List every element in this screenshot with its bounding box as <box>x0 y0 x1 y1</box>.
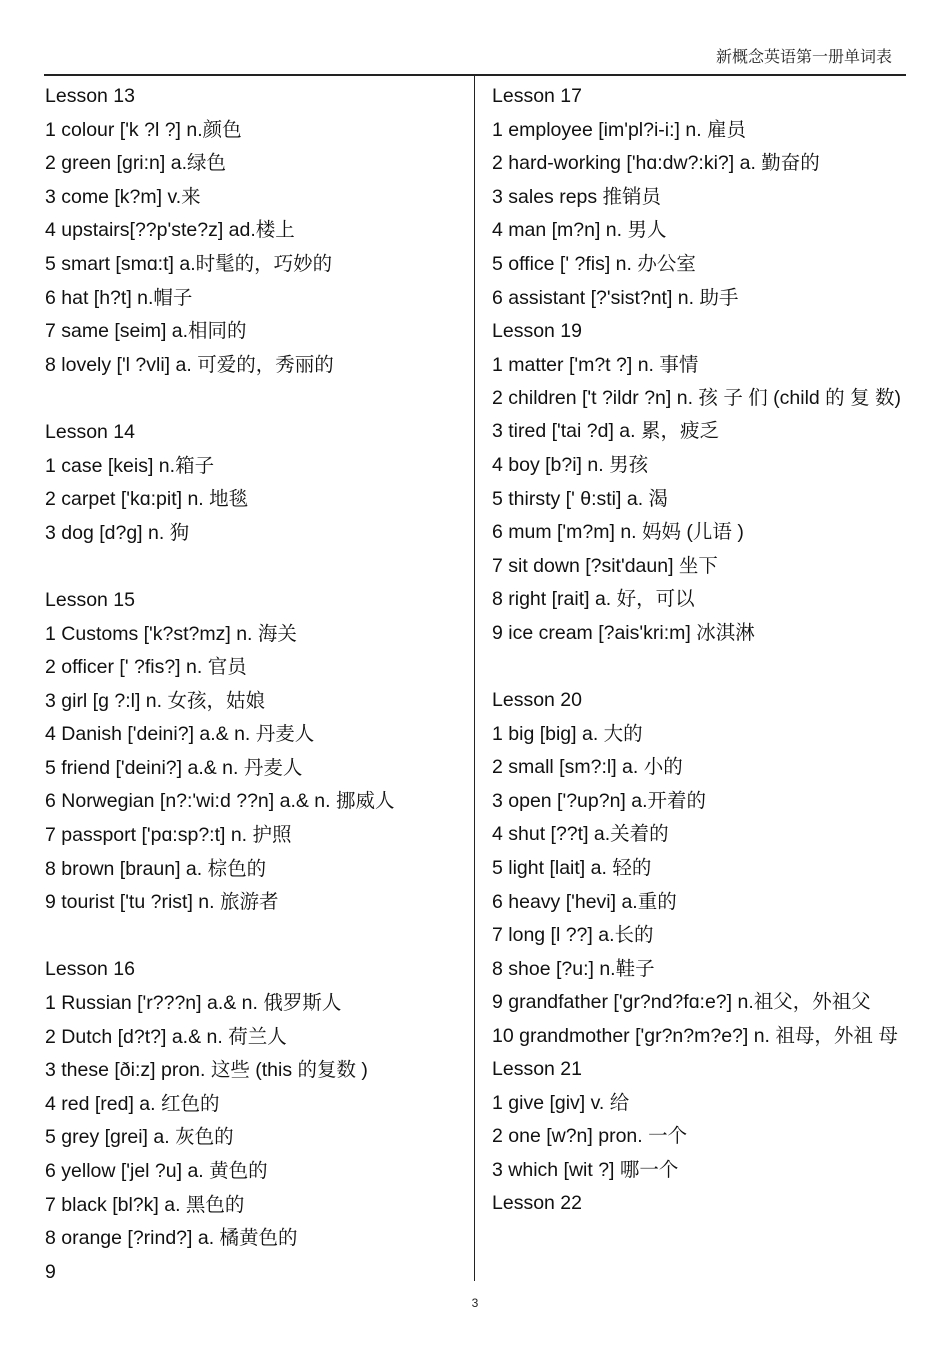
vocab-entry: 4 upstairs[??p'ste?z] ad.楼上 <box>45 219 295 242</box>
vocab-entry: 1 case [keis] n.箱子 <box>45 454 215 477</box>
vocab-entry: 4 shut [??t] a.关着的 <box>492 823 669 846</box>
vocab-entry: 7 long [l ??] a.长的 <box>492 924 654 947</box>
document-header-title: 新概念英语第一册单词表 <box>715 47 892 66</box>
vocab-entry: 7 passport ['pɑ:sp?:t] n. 护照 <box>45 824 292 847</box>
vocab-entry: 6 Norwegian [n?:'wi:d ??n] a.& n. 挪威人 <box>45 790 395 813</box>
vocab-entry: 4 man [m?n] n. 男人 <box>492 219 667 242</box>
column-divider <box>474 76 475 1281</box>
vocab-entry: 3 sales reps 推销员 <box>492 185 662 208</box>
vocab-entry: 1 Customs ['k?st?mz] n. 海关 <box>45 622 297 645</box>
vocab-entry: 7 same [seim] a.相同的 <box>45 320 247 343</box>
vocab-entry: 2 Dutch [d?t?] a.& n. 荷兰人 <box>45 1025 287 1048</box>
vocab-entry: 3 girl [g ?:l] n. 女孩，姑娘 <box>45 689 265 712</box>
vocab-entry: 1 matter ['m?t ?] n. 事情 <box>492 353 699 376</box>
vocab-entry: 6 assistant [?'sist?nt] n. 助手 <box>492 286 739 309</box>
vocab-entry: 2 one [w?n] pron. 一个 <box>492 1125 688 1148</box>
vocab-entry: 1 Russian ['r???n] a.& n. 俄罗斯人 <box>45 992 342 1015</box>
lesson-heading: Lesson 15 <box>45 588 135 611</box>
vocab-entry: 9 <box>45 1260 56 1283</box>
vocab-entry: 5 friend ['deini?] a.& n. 丹麦人 <box>45 756 303 779</box>
vocab-entry: 6 yellow ['jel ?u] a. 黄色的 <box>45 1160 268 1182</box>
spacer <box>45 920 465 954</box>
vocab-entry: 3 come [k?m] v.来 <box>45 185 201 208</box>
lesson-heading: Lesson 13 <box>45 85 135 107</box>
vocab-entry: 8 right [rait] a. 好，可以 <box>492 588 695 611</box>
vocab-entry: 10 grandmother ['gr?n?m?e?] n. 祖母，外祖 母 <box>492 1025 898 1048</box>
header-rule <box>44 74 906 76</box>
vocab-entry: 9 ice cream [?ais'kri:m] 冰淇淋 <box>492 621 755 644</box>
vocab-entry: 2 officer [' ?fis?] n. 官员 <box>45 656 247 679</box>
vocab-entry: 8 brown [braun] a. 棕色的 <box>45 857 267 880</box>
vocab-entry: 7 black [bl?k] a. 黑色的 <box>45 1193 245 1216</box>
spacer <box>45 550 465 584</box>
vocab-entry: 6 heavy ['hevi] a.重的 <box>492 890 677 913</box>
spacer <box>492 651 906 685</box>
vocab-entry: 2 small [sm?:l] a. 小的 <box>492 756 683 779</box>
vocab-entry: 4 boy [b?i] n. 男孩 <box>492 453 649 476</box>
lesson-heading: Lesson 20 <box>492 689 582 712</box>
vocab-entry: 2 children ['t ?ildr ?n] n. 孩 子 们 (child 的 复 数) <box>492 387 902 410</box>
vocab-entry: 3 dog [d?g] n. 狗 <box>45 521 190 544</box>
spacer <box>45 382 465 416</box>
lesson-heading: Lesson 14 <box>45 420 135 443</box>
vocab-entry: 3 tired ['tai ?d] a. 累，疲乏 <box>492 420 719 443</box>
vocab-entry: 1 big [big] a. 大的 <box>492 722 643 745</box>
vocab-entry: 4 Danish ['deini?] a.& n. 丹麦人 <box>45 723 315 746</box>
page-number: 3 <box>471 1296 479 1310</box>
vocab-entry: 1 give [giv] v. 给 <box>492 1091 630 1114</box>
vocab-entry: 8 shoe [?u:] n.鞋子 <box>492 957 655 980</box>
vocab-entry: 3 which [wit ?] 哪一个 <box>492 1158 679 1181</box>
vocab-entry: 7 sit down [?sit'daun] 坐下 <box>492 554 718 577</box>
vocab-entry: 6 mum ['m?m] n. 妈妈 (儿语 ) <box>492 521 744 544</box>
vocab-entry: 6 hat [h?t] n.帽子 <box>45 286 193 309</box>
vocab-entry: 4 red [red] a. 红色的 <box>45 1092 220 1115</box>
vocab-entry: 5 light [lait] a. 轻的 <box>492 857 652 880</box>
vocab-entry: 1 employee [im'pl?i-i:] n. 雇员 <box>492 118 747 141</box>
vocab-entry: 5 thirsty [' θ:sti] a. 渴 <box>492 487 669 510</box>
right-column <box>492 80 906 1221</box>
vocab-entry: 3 open ['?up?n] a.开着的 <box>492 789 707 812</box>
vocab-entry: 5 office [' ?fis] n. 办公室 <box>492 252 696 275</box>
vocab-entry: 2 hard-working ['hɑ:dw?:ki?] a. 勤奋的 <box>492 152 820 175</box>
left-column <box>45 80 465 1289</box>
lesson-heading: Lesson 21 <box>492 1058 582 1081</box>
lesson-heading: Lesson 19 <box>492 320 582 343</box>
lesson-heading: Lesson 22 <box>492 1192 582 1215</box>
vocab-entry: 9 tourist ['tu ?rist] n. 旅游者 <box>45 891 279 914</box>
vocab-entry: 8 lovely ['l ?vli] a. 可爱的，秀丽的 <box>45 353 334 376</box>
lesson-heading: Lesson 16 <box>45 958 135 981</box>
vocab-entry: 1 colour ['k ?l ?] n.颜色 <box>45 118 242 141</box>
vocab-entry: 5 grey [grei] a. 灰色的 <box>45 1126 234 1149</box>
vocab-entry: 8 orange [?rind?] a. 橘黄色的 <box>45 1227 298 1250</box>
vocab-entry: 5 smart [smɑ:t] a.时髦的，巧妙的 <box>45 252 333 275</box>
vocab-entry: 3 these [ði:z] pron. 这些 (this 的复数 ) <box>45 1059 368 1082</box>
vocab-entry: 9 grandfather ['gr?nd?fɑ:e?] n.祖父，外祖父 <box>492 991 871 1014</box>
vocab-entry: 2 carpet ['kɑ:pit] n. 地毯 <box>45 488 249 511</box>
vocab-entry: 2 green [gri:n] a.绿色 <box>45 152 227 175</box>
lesson-heading: Lesson 17 <box>492 85 582 107</box>
